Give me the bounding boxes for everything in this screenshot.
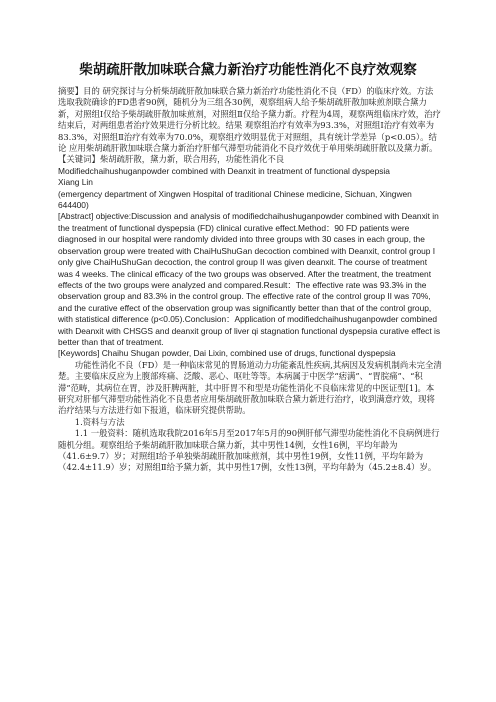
- affiliation-en: (emergency department of Xingwen Hospital of traditional Chinese medicine, Sichuan, Xingwen 644400): [58, 188, 412, 211]
- section-heading: 1.资料与方法: [74, 416, 125, 427]
- author-en: Xiang Lin: [58, 177, 93, 188]
- abstract-en: [Abstract] objective:Discussion and analysis of modifiedchaihushuganpowder combined with Deanxit in the treatment of functional dyspepsia (FD) clinical curative effect.Method：90 FD patients were diagnosed in our hospital were randomly divided into three groups with 30 cases in each group, the observation group were treated with ChaiHuShuGan decoction combined with Deanxit, control group I only give ChaiHuShuGan decoction, the control group II was given deanxit. The course of treatment was 4 weeks. The clinical efficacy of the two groups was observed. After the treatment, the treatment effects of the two groups were analyzed and compared.Result：The effective rate was 93.3% in the observation group and 83.3% in the control group. The effective rate of the control group II was 70%, and the curative effect of the observation group was significantly better than that of the control group, with statistical difference (p<0.05).Conclusion：Application of modifiedchaihushuganpowder combined with Deanxit with CHSGS and deanxit group of liver qi stagnation functional dyspepsia curative effect is better than that of treatment.: [58, 211, 441, 347]
- section-paragraph: 1.1 一般资料：随机选取我院2016年5月至2017年5月的90例肝郁气滞型功能性消化不良病例进行随机分组。观察组给予柴胡疏肝散加味联合黛力新，其中男性14例，女性16例，平均年龄为（41.6±9.7）岁；对照组Ⅰ给予单独柴胡疏肝散加味煎剂，其中男性19例，女性11例，平均年龄为（42.4±11.9）岁；对照组Ⅱ给予黛力新，其中男性17例，女性13例，平均年龄为（45.2±8.4）岁。: [58, 428, 440, 473]
- keywords-en: [Keywords] Chaihu Shugan powder, Dai Lixin, combined use of drugs, functional dyspepsia: [58, 348, 396, 359]
- intro-paragraph: 功能性消化不良（FD）是一种临床常见的胃肠道动力功能紊乱性疾病,其病因及发病机制尚未完全清楚。主要临床反应为上腹部疼痛、泛酸、恶心、呕吐等等。本病属于中医学“痞满”、“胃脘痛”、“积滞”范畴，其病位在胃，涉及肝脾两脏，其中肝胃不和型是功能性消化不良临床常见的中医证型[1]。本研究对肝郁气滞型功能性消化不良患者应用柴胡疏肝散加味联合黛力新进行治疗，收到满意疗效，现将治疗结果与方法进行如下报道，临床研究提供帮助。: [58, 359, 442, 416]
- page-title: 柴胡疏肝散加味联合黛力新治疗功能性消化不良疗效观察: [79, 62, 417, 78]
- title-en: Modifiedchaihushuganpowder combined with Deanxit in treatment of functional dyspepsia: [58, 165, 390, 176]
- abstract-cn: 摘要】目的 研究探讨与分析柴胡疏肝散加味联合黛力新治疗功能性消化不良（FD）的临床疗效。方法 选取我院确诊的FD患者90例，随机分为三组各30例，观察组病人给予柴胡疏肝散加味煎剂联合黛力新，对照组Ⅰ仅给予柴胡疏肝散加味煎剂，对照组Ⅱ仅给予黛力新。疗程为4周，观察两组临床疗效，治疗结束后，对两组患者治疗效果进行分析比较。结果 观察组治疗有效率为93.3%，对照组Ⅰ治疗有效率为83.3%，对照组Ⅱ治疗有效率为70.0%，观察组疗效明显优于对照组，具有统计学差异（p<0.05）。结论 应用柴胡疏肝散加味联合黛力新治疗肝郁气滞型功能消化不良疗效优于单用柴胡疏肝散以及黛力新。: [58, 86, 441, 154]
- document-body: [58, 86, 442, 474]
- keywords-cn: 【关键词】柴胡疏肝散，黛力新，联合用药，功能性消化不良: [58, 154, 285, 165]
